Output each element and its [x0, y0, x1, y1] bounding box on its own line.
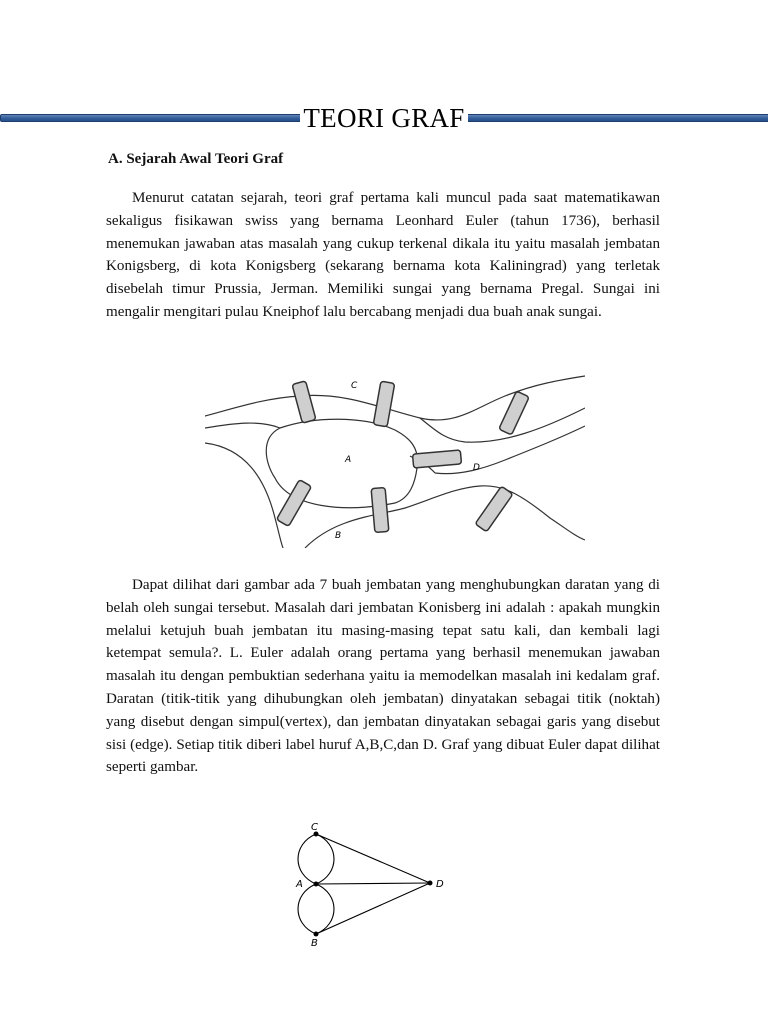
- bridge-label-c: C: [351, 381, 358, 391]
- bridge-label-d: D: [473, 463, 480, 473]
- vertex-b: [314, 932, 319, 937]
- page-title: TEORI GRAF: [300, 101, 468, 135]
- vertex-a: [314, 882, 319, 887]
- vertex-label-d: D: [436, 879, 444, 890]
- vertex-label-a: A: [296, 879, 303, 890]
- paragraph-history: Menurut catatan sejarah, teori graf pertama kali muncul pada saat matematikawan sekaligus fisikawan swiss yang bernama Leonhard Euler (tahun 1736), berhasil menemukan jawaban atas masalah yang cukup terkenal dikala itu yaitu masalah jembatan Konigsberg, di kota Konigsberg (sekarang bernama kota Kaliningrad) yang terletak disebelah timur Prussia, Jerman. Memiliki sungai yang bernama Pregal. Sungai ini mengalir mengitari pulau Kneiphof lalu bercabang menjadi dua buah anak sungai.: [106, 190, 660, 320]
- title-rule-left: [0, 114, 306, 122]
- title-rule-right: [466, 114, 768, 122]
- bridge-label-a: A: [345, 455, 352, 465]
- paragraph-euler-model: Dapat dilihat dari gambar ada 7 buah jembatan yang menghubungkan daratan yang di belah oleh sungai tersebut. Masalah dari jembatan Konisberg ini adalah : apakah mungkin melalui ketujuh buah jembatan itu masing-masing tepat satu kali, dan kembali lagi ketempat semula?. L. Euler adalah orang pertama yang berhasil menemukan jawaban masalah itu dengan pembuktian sederhana yaitu ia memodelkan masalah ini kedalam graf. Daratan (titik-titik yang dihubungkan oleh jembatan) dinyatakan sebagai titik (noktah) yang disebut dengan simpul(vertex), dan jembatan dinyatakan sebagai garis yang disebut sisi (edge). Setiap titik diberi label huruf A,B,C,dan D. Graf yang dibuat Euler dapat dilihat seperti gambar.: [106, 577, 660, 776]
- konigsberg-bridges-illustration: [205, 368, 585, 548]
- bridge-label-b: B: [335, 531, 342, 541]
- vertex-d: [428, 881, 433, 886]
- section-heading: A. Sejarah Awal Teori Graf: [108, 151, 284, 167]
- vertex-label-b: B: [311, 938, 318, 948]
- euler-graph-diagram: [290, 818, 455, 948]
- vertex-label-c: C: [311, 822, 318, 833]
